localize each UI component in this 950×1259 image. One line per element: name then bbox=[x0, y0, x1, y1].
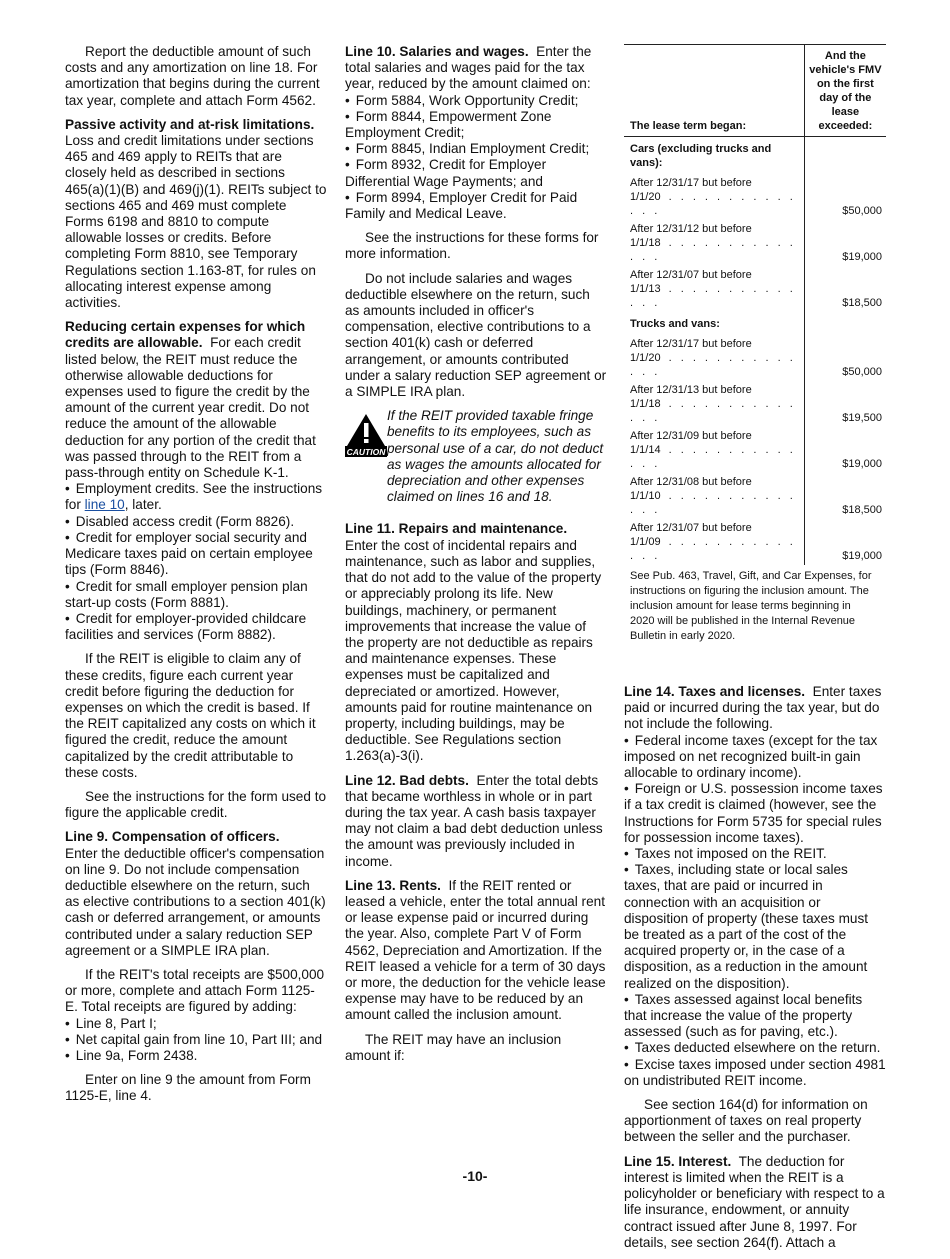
row-after: After 12/31/12 but before bbox=[630, 223, 752, 235]
table-row bbox=[624, 174, 886, 220]
table-header-fmv: And the vehicle's FMV on the first day of the lease exceeded: bbox=[804, 45, 886, 137]
table-row bbox=[624, 427, 886, 473]
paragraph-see-form: See the instructions for the form used to figure the applicable credit. bbox=[65, 788, 327, 821]
paragraph-reducing-expenses bbox=[65, 319, 327, 481]
row-amount: $19,000 bbox=[804, 220, 886, 266]
row-after: After 12/31/17 but before bbox=[630, 177, 752, 189]
paragraph-passive-activity bbox=[65, 117, 327, 311]
taxes-list bbox=[624, 733, 886, 1089]
row-before: 1/1/09 bbox=[630, 536, 661, 548]
caution-text-part-a: If the REIT provided taxable fringe benefits to its employees, such as personal use of a car, do not bbox=[387, 408, 594, 456]
row-amount: $19,500 bbox=[804, 381, 886, 427]
receipts-list bbox=[65, 1016, 327, 1065]
row-after: After 12/31/09 but before bbox=[630, 430, 752, 442]
list-item: • Taxes assessed against local benefits that increase the value of the property assessed (such as for paving, etc.). bbox=[624, 992, 886, 1041]
row-amount: $50,000 bbox=[804, 335, 886, 381]
list-item: • Credit for small employer pension plan start-up costs (Form 8881). bbox=[65, 579, 327, 611]
row-amount: $18,500 bbox=[804, 473, 886, 519]
row-amount: $18,500 bbox=[804, 266, 886, 312]
list-item: • Form 5884, Work Opportunity Credit; bbox=[345, 93, 607, 109]
paragraph-eligible-credits: If the REIT is eligible to claim any of these credits, figure each current year credit before figuring the deduction for expenses on which the credit is based. If the REIT capitalized any costs on which it figured the credit, reduce the amount capitalized by the credit attributable to these costs. bbox=[65, 651, 316, 780]
table-group-trucks bbox=[624, 312, 886, 335]
dot-leader: . . . . . . . . . . . . . . bbox=[630, 191, 796, 217]
list-item: • Taxes, including state or local sales taxes, that are paid or incurred in connection with an acquisition or disposition of property (these taxes must be treated as a part of the cost of the acquired property or, in the case of a disposition, as a reduction in the amount realized on the disposition). bbox=[624, 862, 886, 992]
text-line-11: Enter the cost of incidental repairs and maintenance, such as labor and supplies, that do not add to the value of the property or appreciably prolong its life. New buildings, machinery, or permanent improvements that increase the value of the property are not deductible as repairs and maintenance expenses. These expenses must be capitalized and depreciated or amortized. However, amounts paid for routine maintenance on property, including buildings, may be deductible. See Regulations section 1.263(a)-3(i). bbox=[345, 537, 602, 764]
paragraph-line-9 bbox=[65, 829, 327, 959]
heading-line-10: Line 10. Salaries and wages. bbox=[345, 44, 529, 59]
row-amount: $19,000 bbox=[804, 519, 886, 565]
row-after: After 12/31/07 but before bbox=[630, 522, 752, 534]
caution-note bbox=[345, 408, 607, 505]
row-after: After 12/31/07 but before bbox=[630, 269, 752, 281]
credits-list bbox=[65, 481, 327, 643]
list-item: • Line 9a, Form 2438. bbox=[65, 1048, 327, 1064]
text-line-13: If the REIT rented or leased a vehicle, enter the total annual rent or lease expense paid or incurred during the year. Also, complete Part V of Form 4562, Depreciation and Amortization. If the REIT leased a vehicle for a term of 30 days or more, the deduction for the vehicle lease expense may have to be reduced by an amount called the inclusion amount. bbox=[345, 877, 606, 1023]
employment-credits-text: Employment credits. See the instructions for bbox=[65, 481, 323, 513]
list-item: • Credit for employer social security and Medicare taxes paid on certain employee tips (Form 8846). bbox=[65, 530, 327, 579]
page-number: -10- bbox=[462, 1168, 488, 1184]
list-item: • Taxes deducted elsewhere on the return. bbox=[624, 1040, 886, 1056]
table-row bbox=[624, 266, 886, 312]
paragraph-section-164: See section 164(d) for information on apportionment of taxes on real property between the seller and the purchaser. bbox=[624, 1097, 868, 1145]
heading-passive-activity: Passive activity and at-risk limitations. bbox=[65, 116, 315, 132]
spacer bbox=[624, 644, 886, 684]
inclusion-amount-table bbox=[624, 44, 886, 565]
heading-line-15: Line 15. Interest. bbox=[624, 1153, 732, 1169]
row-after: After 12/31/13 but before bbox=[630, 384, 752, 396]
table-header-row bbox=[624, 45, 886, 137]
text-line-15: The deduction for interest is limited when the REIT is a policyholder or beneficiary with respect to a life insurance, endowment, or annuity contract issued after June 8, 1997. For details, see section 264(f). Attach a bbox=[624, 1153, 885, 1250]
text-line-9: Enter the deductible officer's compensation on line 9. Do not include compensation deductible elsewhere on the return, such as elective contributions to a section 401(k) cash or deferred arrangement, or amounts contributed under a salary reduction SEP agreement or a SIMPLE IRA plan. bbox=[65, 845, 326, 958]
row-amount: $50,000 bbox=[804, 174, 886, 220]
dot-leader: . . . . . . . . . . . . . . bbox=[630, 444, 796, 470]
line-10-forms-list bbox=[345, 93, 607, 223]
table-group-cars bbox=[624, 137, 886, 175]
list-item: • Excise taxes imposed under section 4981 on undistributed REIT income. bbox=[624, 1057, 886, 1089]
text-passive-activity: Loss and credit limitations under sections 465 and 469 apply to REITs that are closely held as described in sections 465(a)(1)(B) and 469(j)(1). REITs subject to sections 465 and 469 must complete Forms 6198 and 8810 to compute allowable losses or credits. Before completing Form 8810, see Temporary Regulations section 1.163-8T, for rules on allocating interest expense among activities. bbox=[65, 133, 327, 311]
row-amount: $19,000 bbox=[804, 427, 886, 473]
heading-line-12: Line 12. Bad debts. bbox=[345, 772, 469, 788]
paragraph-total-receipts: If the REIT's total receipts are $500,000 or more, complete and attach Form 1125-E. Total receipts are figured by adding: bbox=[65, 966, 325, 1015]
paragraph-report-amortization: Report the deductible amount of such costs and any amortization on line 18. For amortization that begins during the current tax year, complete and attach Form 4562. bbox=[65, 44, 320, 108]
heading-line-9: Line 9. Compensation of officers. bbox=[65, 829, 280, 845]
text-line-14: Enter taxes paid or incurred during the tax year, but do not include the following. bbox=[624, 684, 882, 732]
table-footnote: See Pub. 463, Travel, Gift, and Car Expenses, for instructions on figuring the inclusion amount. The inclusion amount for lease terms beginning in 2020 will be published in the Internal Revenue Bulletin in early 2020. bbox=[630, 570, 872, 642]
heading-line-14: Line 14. Taxes and licenses. bbox=[624, 684, 806, 699]
caution-text bbox=[387, 408, 607, 505]
column-left bbox=[65, 44, 327, 1113]
list-item: • Form 8994, Employer Credit for Paid Family and Medical Leave. bbox=[345, 190, 607, 222]
table-body bbox=[624, 137, 886, 566]
list-item: • Credit for employer-provided childcare facilities and services (Form 8882). bbox=[65, 611, 327, 643]
column-right bbox=[624, 44, 886, 1259]
row-before: 1/1/18 bbox=[630, 237, 661, 249]
paragraph-line-12 bbox=[345, 773, 607, 870]
paragraph-line-11 bbox=[345, 521, 607, 764]
paragraph-line-14 bbox=[624, 684, 886, 733]
row-before: 1/1/20 bbox=[630, 191, 661, 203]
dot-leader: . . . . . . . . . . . . . . bbox=[630, 490, 796, 516]
list-item: • Taxes not imposed on the REIT. bbox=[624, 846, 886, 862]
table-row bbox=[624, 335, 886, 381]
group-label-trucks: Trucks and vans: bbox=[630, 318, 720, 330]
list-item-employment-credits bbox=[65, 481, 327, 513]
list-item: • Federal income taxes (except for the tax imposed on net recognized built-in gain allocable to ordinary income). bbox=[624, 733, 886, 782]
caution-text-part-b: deduct as wages the amounts allocated for depreciation and other expenses claimed on lines 16 and 18. bbox=[387, 440, 604, 505]
list-item: • Form 8844, Empowerment Zone Employment Credit; bbox=[345, 109, 607, 141]
paragraph-do-not-include: Do not include salaries and wages deductible elsewhere on the return, such as amounts included in officer's compensation, elective contributions to a section 401(k) cash or deferred arrangement, or amounts contributed under a salary reduction SEP agreement or a SIMPLE IRA plan. bbox=[345, 270, 607, 400]
heading-reducing-expenses: Reducing certain expenses for which credits are allowable. bbox=[65, 319, 306, 351]
list-item: • Line 8, Part I; bbox=[65, 1016, 327, 1032]
employment-credits-suffix: , later. bbox=[124, 497, 162, 513]
heading-line-13: Line 13. Rents. bbox=[345, 877, 441, 893]
table-row bbox=[624, 519, 886, 565]
text-line-10: Enter the total salaries and wages paid for the tax year, reduced by the amount claimed on: bbox=[345, 44, 592, 92]
dot-leader: . . . . . . . . . . . . . . bbox=[630, 283, 796, 309]
paragraph-see-instructions: See the instructions for these forms for more information. bbox=[345, 230, 599, 262]
column-middle bbox=[345, 44, 607, 1072]
paragraph-line-10 bbox=[345, 44, 607, 93]
row-before: 1/1/20 bbox=[630, 352, 661, 364]
row-after: After 12/31/08 but before bbox=[630, 476, 752, 488]
group-label-cars: Cars (excluding trucks and vans): bbox=[630, 143, 772, 169]
dot-leader: . . . . . . . . . . . . . . bbox=[630, 536, 796, 562]
list-item: • Form 8932, Credit for Employer Differential Wage Payments; and bbox=[345, 157, 607, 189]
list-item: • Foreign or U.S. possession income taxes if a tax credit is claimed (however, see the Instructions for Form 5735 for special rules for possession income taxes). bbox=[624, 781, 886, 846]
row-before: 1/1/14 bbox=[630, 444, 661, 456]
paragraph-inclusion-amount: The REIT may have an inclusion amount if: bbox=[345, 1031, 562, 1063]
row-after: After 12/31/17 but before bbox=[630, 338, 752, 350]
row-before: 1/1/18 bbox=[630, 398, 661, 410]
table-row bbox=[624, 381, 886, 427]
paragraph-enter-line-9: Enter on line 9 the amount from Form 1125-E, line 4. bbox=[65, 1072, 311, 1104]
list-item: • Disabled access credit (Form 8826). bbox=[65, 514, 327, 530]
table-row bbox=[624, 473, 886, 519]
table-header-lease-term: The lease term began: bbox=[630, 120, 747, 132]
caution-icon bbox=[345, 412, 387, 505]
dot-leader: . . . . . . . . . . . . . . bbox=[630, 352, 796, 378]
list-item: • Net capital gain from line 10, Part III; and bbox=[65, 1032, 327, 1048]
text-reducing-expenses: For each credit listed below, the REIT must reduce the otherwise allowable deductions for expenses used to figure the credit by the amount of the current year credit. Do not reduce the amount of the allowable deduction for any portion of the credit that was passed through to the REIT from a pass-through entity on Schedule K-1. bbox=[65, 335, 316, 481]
line-10-link[interactable]: line 10 bbox=[84, 497, 125, 513]
table-row bbox=[624, 220, 886, 266]
dot-leader: . . . . . . . . . . . . . . bbox=[630, 398, 796, 424]
heading-line-11: Line 11. Repairs and maintenance. bbox=[345, 521, 568, 537]
list-item: • Form 8845, Indian Employment Credit; bbox=[345, 141, 607, 157]
row-before: 1/1/13 bbox=[630, 283, 661, 295]
dot-leader: . . . . . . . . . . . . . . bbox=[630, 237, 796, 263]
caution-label: CAUTION bbox=[346, 447, 386, 458]
text-line-12: Enter the total debts that became worthless in whole or in part during the tax year. A cash basis taxpayer may not claim a bad debt deduction unless the amount was previously included in income. bbox=[345, 772, 603, 869]
row-before: 1/1/10 bbox=[630, 490, 661, 502]
paragraph-line-13 bbox=[345, 878, 607, 1024]
